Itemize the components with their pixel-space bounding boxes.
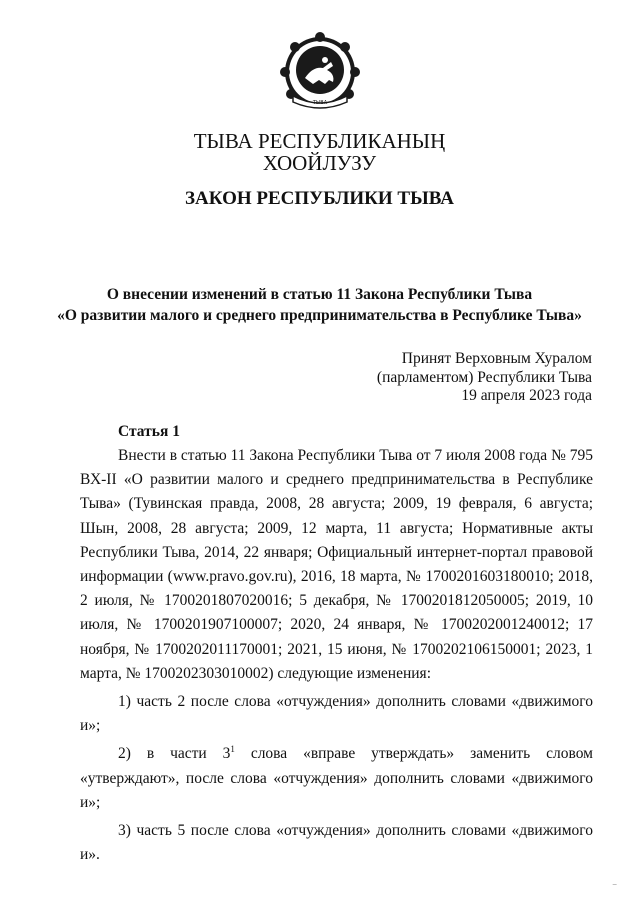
law-title-line-2: «О развитии малого и среднего предпринимательства в Республике Тыва» [57, 307, 582, 324]
adoption-date: 19 апреля 2023 года [461, 387, 592, 404]
article-body [80, 444, 593, 867]
law-title [0, 284, 639, 326]
header-line-1: ТЫВА РЕСПУБЛИКАНЫҢ [193, 129, 446, 153]
article-heading: Статья 1 [118, 423, 180, 440]
law-title-line-1: О внесении изменений в статью 11 Закона Республики Тыва [106, 286, 533, 303]
adoption-line-2: (парламентом) Республики Тыва [376, 368, 592, 386]
page-mark: ⁻ [612, 882, 618, 893]
article-intro-paragraph: Внести в статью 11 Закона Республики Тыва от 7 июля 2008 года № 795 ВХ-II «О развитии малого и среднего предпринимательства в Республике Тыва» (Тувинская правда, 2008, 28 августа; 2009, 19 февраля, 6 августа; Шын, 2008, 28 августа; 2009, 12 марта, 11 августа; Нормативные акты Республики Тыва, 2014, 22 января; Официальный интернет-портал правовой информации (www.pravo.gov.ru), 2016, 18 марта, № 1700201603180010; 2018, 2 июля, № 1700201807020016; 5 декабря, № 1700201812050005; 2019, 10 июля, № 1700201907100007; 2020, 24 января, № 1700202001240012; 17 ноября, № 1700202011170001; 2021, 15 июня, № 1700202106150001; 2023, 1 марта, № 1700202303010002) следующие изменения: [80, 447, 593, 682]
article-item-1: 1) часть 2 после слова «отчуждения» дополнить словами «движимого и»; [80, 693, 593, 735]
article-item-3: 3) часть 5 после слова «отчуждения» дополнить словами «движимого и». [80, 822, 593, 864]
law-heading: ЗАКОН РЕСПУБЛИКИ ТЫВА [185, 188, 454, 209]
coat-of-arms-icon [275, 30, 365, 112]
article-item-2-start: 2) в части 3 [118, 745, 231, 763]
emblem-ribbon-text: ТЫВА [312, 100, 328, 106]
republic-header [0, 130, 639, 174]
header-line-2: ХООЙЛУЗУ [262, 151, 377, 175]
adoption-line-1: Принят Верховным Хуралом [401, 350, 592, 367]
article-item-2-rest: слова «вправе утверждать» заменить словом «утверждают», после слова «отчуждения» дополнить словами «движимого и»; [80, 745, 593, 811]
article-item-2 [80, 742, 593, 815]
adoption-block [377, 350, 592, 406]
article-item-2-superscript: 1 [230, 744, 235, 755]
